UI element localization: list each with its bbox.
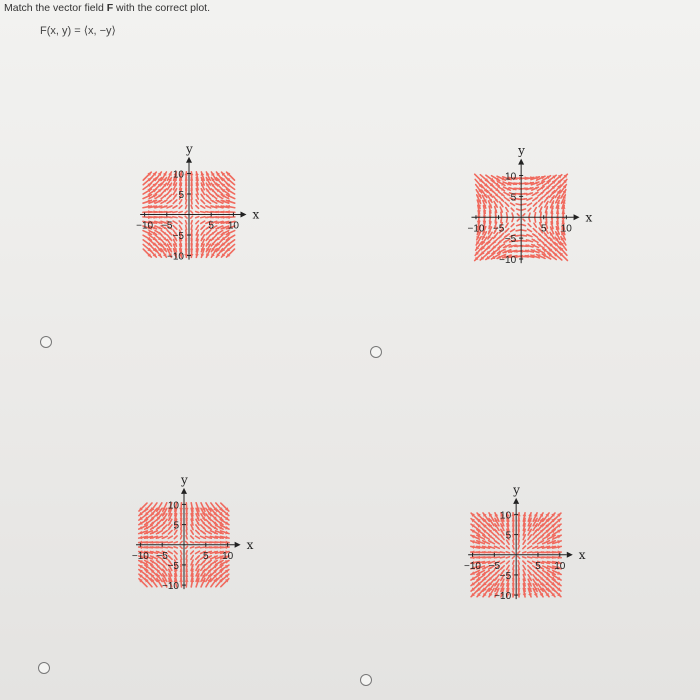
- field-arrow: [499, 192, 505, 196]
- x-axis-label: x: [252, 207, 260, 222]
- field-arrow: [196, 200, 198, 204]
- field-arrow: [167, 216, 172, 218]
- x-tick-label: 5: [203, 550, 209, 562]
- field-arrow: [534, 208, 536, 212]
- radio-option-1[interactable]: [40, 336, 52, 348]
- field-arrow: [506, 557, 509, 558]
- field-arrow: [528, 208, 531, 211]
- field-arrow: [181, 551, 182, 554]
- x-tick-label: 5: [208, 220, 214, 232]
- field-arrow: [540, 207, 542, 212]
- field-arrow: [196, 217, 199, 218]
- field-arrow: [523, 565, 525, 569]
- field-arrow: [517, 214, 519, 216]
- field-arrow: [500, 217, 502, 222]
- field-arrow: [533, 197, 538, 200]
- field-arrow: [179, 206, 182, 209]
- field-arrow: [191, 225, 192, 229]
- field-arrow: [186, 536, 187, 539]
- y-tick-label: 10: [500, 510, 512, 522]
- field-arrow: [529, 213, 530, 216]
- field-arrow: [180, 546, 182, 548]
- x-tick-label: −5: [492, 223, 505, 235]
- field-arrow: [522, 230, 526, 231]
- field-arrow: [221, 536, 230, 540]
- field-arrow: [201, 536, 206, 538]
- field-arrow: [539, 202, 542, 207]
- field-arrow: [528, 540, 532, 544]
- field-arrow: [527, 234, 532, 236]
- field-arrow: [529, 218, 530, 221]
- field-arrow: [191, 551, 194, 554]
- field-arrow: [181, 536, 182, 539]
- field-arrow: [495, 535, 500, 539]
- field-arrow: [175, 555, 177, 559]
- field-arrow: [173, 221, 177, 223]
- field-arrow: [518, 551, 520, 553]
- field-arrow: [167, 206, 172, 208]
- plot-option-4: [385, 398, 690, 683]
- field-arrow: [533, 234, 538, 237]
- field-arrow: [201, 212, 205, 213]
- field-arrow: [168, 536, 172, 538]
- field-arrow: [494, 546, 499, 548]
- field-arrow: [196, 221, 199, 224]
- field-arrow: [534, 223, 536, 227]
- field-arrow: [506, 218, 507, 222]
- y-tick-label: 5: [178, 189, 184, 201]
- field-arrow: [167, 200, 172, 203]
- field-arrow: [191, 221, 192, 224]
- field-arrow: [511, 229, 515, 231]
- x-tick-label: 5: [535, 560, 541, 572]
- field-arrow: [501, 566, 505, 570]
- y-tick-label: −10: [494, 591, 512, 603]
- field-arrow: [523, 552, 526, 553]
- field-arrow: [190, 547, 193, 548]
- field-arrow: [533, 551, 538, 553]
- x-tick-label: −10: [136, 220, 154, 232]
- field-arrow: [506, 223, 508, 227]
- field-arrow: [186, 200, 187, 204]
- field-arrow: [191, 536, 194, 539]
- field-arrow: [528, 229, 532, 231]
- radio-option-3[interactable]: [38, 662, 50, 674]
- field-arrow: [206, 200, 211, 203]
- y-tick-label: −5: [172, 231, 184, 243]
- field-arrow: [179, 217, 182, 218]
- field-arrow: [174, 542, 177, 543]
- field-arrow: [517, 225, 520, 226]
- field-arrow: [538, 239, 544, 243]
- field-arrow: [173, 206, 177, 208]
- field-arrow: [500, 557, 504, 558]
- field-arrow: [540, 212, 542, 217]
- field-arrow: [179, 221, 182, 224]
- y-axis-label: y: [186, 141, 193, 156]
- field-arrow: [521, 198, 526, 200]
- field-arrow: [499, 197, 503, 202]
- field-arrow: [168, 542, 172, 543]
- field-arrow: [191, 211, 193, 213]
- field-arrow: [505, 229, 509, 233]
- field-arrow: [518, 561, 519, 564]
- field-arrow: [201, 531, 206, 534]
- y-tick-label: 5: [510, 192, 517, 204]
- field-arrow: [206, 194, 210, 198]
- field-arrow: [513, 546, 514, 549]
- field-arrow: [516, 198, 521, 200]
- field-arrow: [174, 547, 177, 548]
- field-arrow: [506, 546, 509, 549]
- y-tick-label: −10: [499, 254, 517, 266]
- field-arrow: [196, 206, 199, 209]
- field-arrow: [523, 513, 527, 522]
- field-arrow: [518, 546, 519, 549]
- field-arrow: [528, 566, 532, 570]
- field-arrow: [168, 530, 172, 534]
- field-arrow: [533, 541, 538, 544]
- field-arrow: [500, 212, 502, 217]
- field-arrow: [162, 536, 167, 538]
- field-arrow: [522, 204, 526, 205]
- field-arrow: [201, 525, 205, 529]
- field-arrow: [196, 212, 199, 213]
- field-arrow: [201, 200, 205, 204]
- field-arrow: [516, 235, 521, 237]
- field-arrow: [168, 556, 172, 560]
- field-arrow: [191, 555, 193, 559]
- question-text: [4, 2, 210, 14]
- x-tick-label: −10: [131, 550, 149, 562]
- field-arrow: [196, 530, 200, 534]
- field-arrow: [195, 547, 199, 548]
- field-arrow: [538, 192, 544, 196]
- field-arrow: [186, 530, 187, 534]
- field-arrow: [528, 224, 531, 227]
- field-arrow: [181, 555, 182, 559]
- plot-option-3: [55, 388, 355, 673]
- y-axis-label: y: [518, 143, 525, 158]
- field-arrow: [168, 547, 172, 548]
- x-tick-label: −10: [464, 560, 481, 572]
- field-arrow: [201, 217, 205, 218]
- field-arrow: [501, 540, 505, 544]
- field-arrow: [528, 552, 532, 553]
- field-arrow: [523, 540, 525, 544]
- field-arrow: [528, 203, 532, 205]
- field-arrow: [517, 209, 520, 210]
- field-arrow: [191, 530, 193, 534]
- field-arrow: [162, 531, 167, 534]
- field-arrow: [523, 557, 526, 558]
- field-arrow: [523, 561, 526, 564]
- field-arrow: [528, 546, 532, 548]
- field-arrow: [196, 536, 200, 538]
- y-tick-label: −10: [162, 581, 179, 593]
- field-arrow: [500, 202, 503, 207]
- field-arrow: [533, 535, 537, 539]
- field-arrow: [505, 197, 510, 200]
- radio-option-4[interactable]: [360, 674, 372, 686]
- field-arrow: [505, 202, 509, 206]
- field-arrow: [511, 208, 514, 211]
- field-arrow: [206, 216, 211, 218]
- field-arrow: [511, 224, 514, 227]
- radio-option-2[interactable]: [370, 346, 382, 358]
- field-arrow: [516, 230, 520, 231]
- field-arrow: [186, 225, 187, 229]
- y-tick-label: −10: [167, 251, 184, 263]
- field-arrow: [201, 206, 205, 208]
- field-arrow: [535, 213, 536, 217]
- y-tick-label: −5: [499, 570, 512, 582]
- field-arrow: [528, 557, 532, 558]
- field-arrow: [500, 207, 502, 212]
- field-arrow: [201, 221, 205, 223]
- field-arrow: [196, 556, 200, 560]
- field-arrow: [507, 213, 508, 217]
- field-arrow: [495, 541, 500, 544]
- field-arrow: [512, 556, 514, 558]
- question-prefix: Match the vector field: [4, 2, 107, 14]
- x-axis-label: x: [578, 547, 586, 562]
- field-formula: F(x, y) = ⟨x, −y⟩: [40, 25, 116, 37]
- field-arrow: [500, 552, 504, 553]
- field-arrow: [533, 203, 537, 207]
- field-arrow: [186, 541, 188, 543]
- y-tick-label: 5: [505, 530, 512, 542]
- field-arrow: [174, 551, 177, 554]
- field-arrow: [196, 551, 200, 553]
- field-arrow: [512, 218, 513, 221]
- field-arrow: [535, 218, 536, 222]
- field-arrow: [517, 219, 519, 221]
- field-arrow: [516, 204, 520, 205]
- field-arrow: [195, 172, 199, 181]
- x-axis-label: x: [246, 537, 254, 552]
- x-tick-label: −5: [488, 560, 501, 572]
- field-arrow: [186, 205, 187, 208]
- field-arrow: [180, 541, 182, 543]
- field-arrow: [539, 197, 543, 201]
- x-tick-label: 10: [554, 560, 566, 572]
- field-arrow: [513, 540, 514, 544]
- y-tick-label: −5: [504, 234, 517, 246]
- field-arrow: [521, 234, 526, 236]
- question-suffix: with the correct plot.: [113, 2, 211, 14]
- field-arrow: [185, 211, 187, 213]
- field-arrow: [200, 541, 205, 543]
- field-arrow: [179, 212, 182, 213]
- x-tick-label: 5: [540, 223, 547, 235]
- field-arrow: [190, 542, 193, 543]
- field-arrow: [518, 565, 519, 569]
- field-arrow: [511, 203, 515, 205]
- field-arrow: [168, 551, 172, 553]
- field-arrow: [506, 552, 509, 553]
- plot-option-1: [60, 55, 360, 345]
- field-arrow: [498, 239, 504, 243]
- field-arrow: [527, 198, 532, 200]
- y-tick-label: 10: [172, 169, 184, 181]
- field-arrow: [191, 205, 192, 208]
- field-arrow: [518, 540, 519, 544]
- x-tick-label: −5: [156, 550, 168, 562]
- field-arrow: [523, 546, 526, 549]
- y-axis-label: y: [181, 472, 188, 487]
- y-tick-label: −5: [167, 560, 179, 572]
- field-arrow: [191, 216, 193, 218]
- field-arrow: [173, 200, 177, 204]
- field-arrow: [181, 530, 182, 534]
- field-arrow: [179, 225, 181, 229]
- field-arrow: [167, 211, 172, 213]
- field-arrow: [512, 213, 513, 216]
- field-arrow: [196, 225, 198, 229]
- field-arrow: [186, 555, 187, 559]
- field-arrow: [533, 229, 537, 233]
- y-tick-label: 10: [167, 500, 179, 512]
- field-arrow: [553, 545, 562, 549]
- field-arrow: [167, 194, 172, 198]
- field-arrow: [185, 216, 187, 218]
- field-arrow: [186, 546, 188, 548]
- field-arrow: [201, 226, 205, 230]
- y-tick-label: 10: [505, 171, 517, 183]
- field-arrow: [506, 561, 509, 564]
- x-tick-label: −5: [161, 220, 173, 232]
- y-tick-label: 5: [173, 520, 179, 532]
- field-arrow: [206, 211, 211, 213]
- field-arrow: [500, 561, 504, 563]
- field-arrow: [540, 217, 542, 222]
- field-arrow: [512, 551, 514, 553]
- field-arrow: [173, 226, 177, 230]
- field-arrow: [186, 221, 187, 224]
- x-axis-label: x: [585, 210, 593, 225]
- x-tick-label: 10: [222, 550, 234, 562]
- y-axis-label: y: [513, 482, 520, 497]
- field-arrow: [513, 561, 514, 564]
- field-arrow: [518, 556, 520, 558]
- field-arrow: [186, 551, 187, 554]
- field-symbol: F: [106, 2, 114, 14]
- plot-option-2: [390, 55, 695, 350]
- field-arrow: [522, 225, 525, 226]
- field-arrow: [163, 525, 168, 529]
- x-tick-label: 10: [560, 223, 572, 235]
- field-arrow: [522, 209, 525, 210]
- field-arrow: [500, 546, 504, 548]
- field-arrow: [528, 561, 532, 563]
- field-arrow: [506, 208, 508, 212]
- field-arrow: [195, 542, 199, 543]
- field-arrow: [174, 536, 177, 539]
- x-tick-label: 10: [227, 220, 239, 232]
- field-arrow: [523, 214, 525, 216]
- field-arrow: [191, 200, 192, 204]
- field-arrow: [173, 217, 177, 218]
- field-arrow: [507, 565, 509, 569]
- field-arrow: [533, 546, 538, 548]
- x-tick-label: −10: [467, 223, 485, 235]
- field-arrow: [523, 219, 525, 221]
- field-arrow: [173, 212, 177, 213]
- field-arrow: [206, 206, 211, 208]
- field-arrow: [513, 565, 514, 569]
